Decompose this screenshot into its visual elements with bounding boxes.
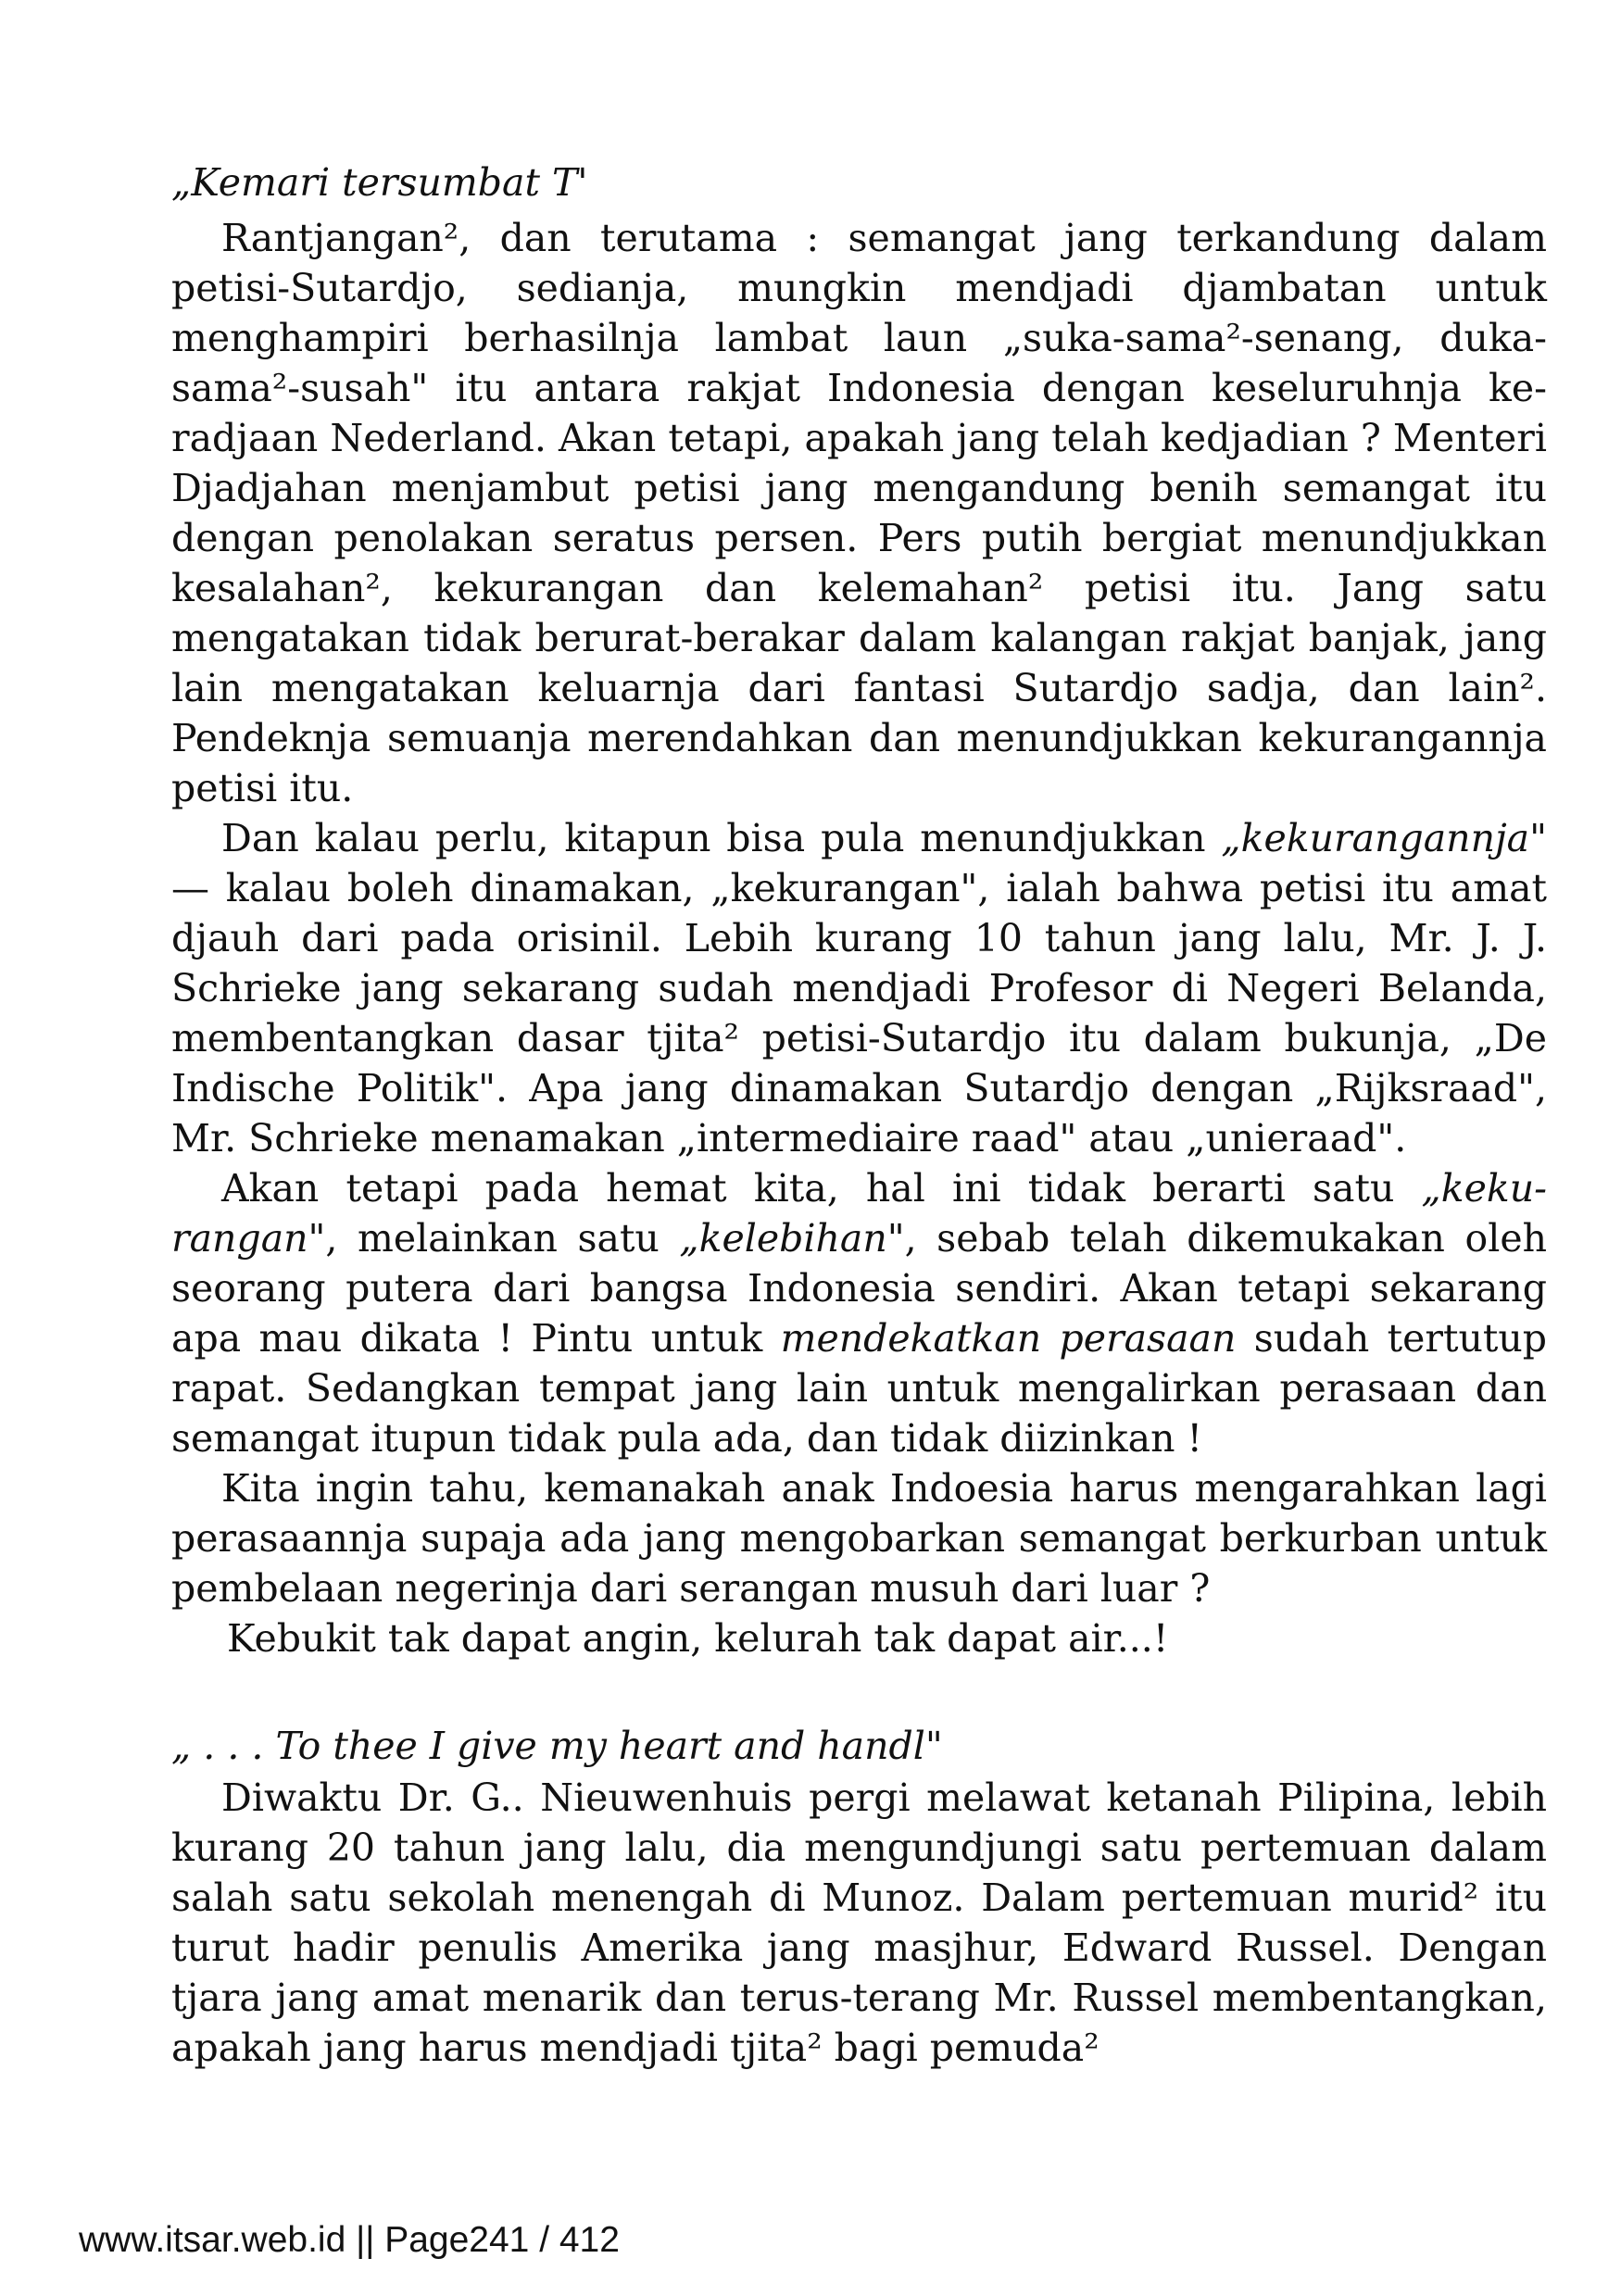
paragraph-text: — kalau boleh dinamakan, „kekurangan", ialah bahwa petisi itu amat djauh dari pada orisinil. Lebih kurang 10 tahun jang lalu, Mr. J. J. Schrieke jang sekarang sudah mendjadi Profesor di Negeri Belanda, membentangkan dasar tjita² petisi-Sutardjo itu dalam bukunja, „De Indische Politik". Apa jang dinamakan Sutardjo dengan „Rijksraad", Mr. Schrieke menamakan „intermediaire raad" atau „unieraad". (171, 866, 1547, 1161)
paragraph-petisi-sutardjo: Rantjangan², dan terutama : semangat jang terkandung dalam petisi-Sutardjo, sedianja, mungkin mendjadi djambatan untuk menghampiri berhasilnja lambat laun „suka-sama²-senang, duka-sama²-susah" itu antara rakjat Indonesia dengan keseluruhnja keradjaan Nederland. Akan tetapi, apakah jang telah kedjadian ? Menteri Djadjahan menjambut petisi jang mengandung benih semangat itu dengan penolakan seratus persen. Pers putih bergiat menundjukkan kesalahan², kekurangan dan kelemahan² petisi itu. Jang satu mengatakan tidak berurat-berakar dalam kalangan rakjat banjak, jang lain mengatakan keluarnja dari fantasi Sutardjo sadja, dan lain². Pendeknja semuanja merendahkan dan menundjukkan kekurangannja petisi itu. (171, 216, 1547, 810)
paragraph-kita-ingin-tahu: Kita ingin tahu, kemanakah anak Indoesia harus mengarahkan lagi perasaannja supaja ada jang mengobarkan semangat berkurban untuk pembelaan negerinja dari serangan musuh dari luar ? (171, 1466, 1547, 1611)
paragraph-text: , melainkan satu (325, 1216, 680, 1261)
section-divider-space (171, 1663, 1547, 1721)
page-body (171, 157, 1547, 2073)
paragraph-kelebihan (171, 1163, 1547, 1463)
paragraph-nieuwenhuis: Diwaktu Dr. G.. Nieuwenhuis pergi melawat ketanah Pilipina, lebih kurang 20 tahun jang lalu, dia mengundjungi satu pertemuan dalam salah satu sekolah menengah di Munoz. Dalam pertemuan murid² itu turut hadir penulis Amerika jang masjhur, Edward Russel. Dengan tjara jang amat menarik dan terus-terang Mr. Russel membentangkan, apakah jang harus mendjadi tjita² bagi pemuda² (171, 1775, 1547, 2070)
paragraph-kekurangan (171, 813, 1547, 1163)
emphasis-text: „kelebihan" (679, 1216, 905, 1261)
emphasis-text: „kekurangannja" (1221, 816, 1547, 860)
emphasis-text: „kekurangan" (171, 1166, 1547, 1261)
section-heading-to-thee: „ . . . To thee I give my heart and handl" (171, 1724, 943, 1768)
paragraph-text: Akan tetapi pada hemat kita, hal ini tidak berarti satu (221, 1166, 1422, 1211)
paragraph-proverb: Kebukit tak dapat angin, kelurah tak dapat air...! (227, 1616, 1169, 1661)
emphasis-text: mendekatkan perasaan (780, 1316, 1237, 1361)
paragraph-text: sudah tertutup rapat. Sedangkan tempat jang lain untuk mengalirkan perasaan dan semangat itupun tidak pula ada, dan tidak diizinkan ! (171, 1316, 1547, 1461)
paragraph-text: , sebab telah dikemukakan oleh seorang putera dari bangsa Indonesia sendiri. Akan tetapi sekarang apa mau dikata ! Pintu untuk (171, 1216, 1547, 1361)
paragraph-text: Dan kalau perlu, kitapun bisa pula menundjukkan (221, 816, 1222, 860)
section-heading-kemari: „Kemari tersumbat T' (171, 160, 588, 205)
page-footer: www.itsar.web.id || Page241 / 412 (79, 2220, 620, 2260)
